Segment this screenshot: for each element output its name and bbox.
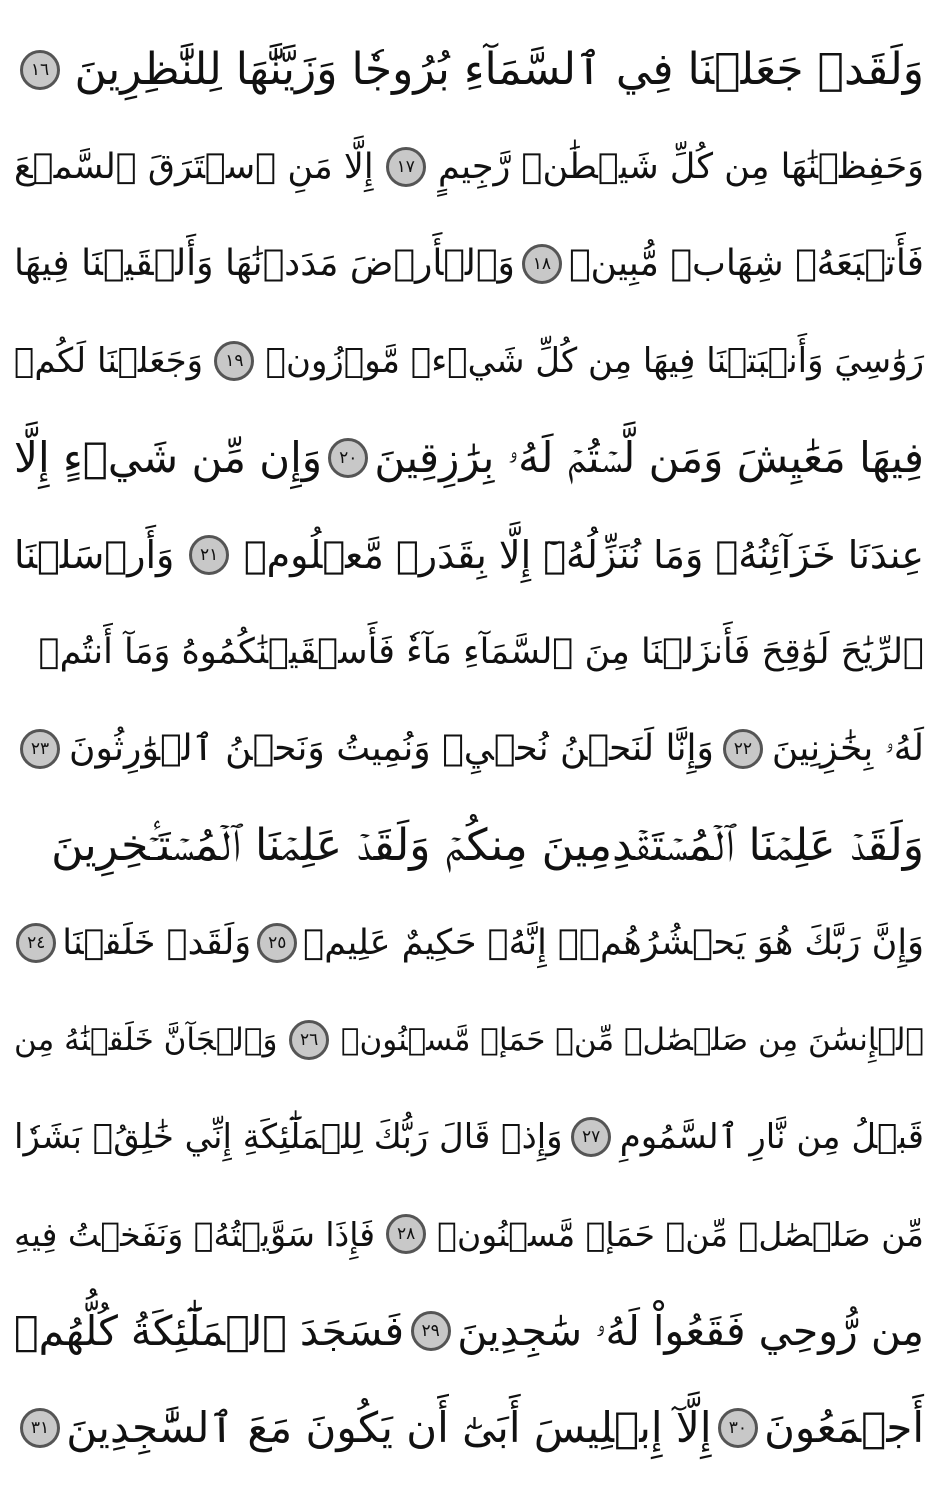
- ayah-number-badge: ٢٨: [386, 1214, 426, 1254]
- verse-line-6: [14, 507, 924, 603]
- verse-line-11: [14, 992, 924, 1088]
- verse-line-4: [14, 313, 924, 409]
- verse-line-1: [14, 22, 924, 118]
- verse-line-5: [14, 410, 924, 506]
- verse-text: إِلَّآ إِبۡلِيسَ أَبَىٰٓ أَن يَكُونَ مَعَ ٱلسَّٰجِدِينَ: [66, 1403, 712, 1452]
- verse-text: وَلَقَدۡ خَلَقۡنَا: [62, 922, 252, 963]
- verse-line-7: [14, 604, 924, 700]
- verse-text: وَلَقَدۡ جَعَلۡنَا فِي ٱلسَّمَآءِ بُرُوجٗا وَزَيَّنَّٰهَا لِلنَّٰظِرِينَ: [74, 44, 924, 95]
- verse-text: وَإِذۡ قَالَ رَبُّكَ لِلۡمَلَٰٓئِكَةِ إِنِّي خَٰلِقُۢ بَشَرٗا: [14, 1117, 563, 1157]
- verse-text: وَأَرۡسَلۡنَا: [14, 533, 175, 577]
- ayah-number-badge: ٣٠: [718, 1408, 758, 1448]
- verse-text: ٱلۡإِنسَٰنَ مِن صَلۡصَٰلٖ مِّنۡ حَمَإٖ مَّسۡنُونٖ: [340, 1021, 924, 1058]
- verse-text: فَسَجَدَ ٱلۡمَلَٰٓئِكَةُ كُلُّهُمۡ: [14, 1306, 405, 1355]
- verse-text: مِن رُّوحِي فَقَعُواْ لَهُۥ سَٰجِدِينَ: [457, 1306, 924, 1355]
- verse-text: وَإِن مِّن شَيۡءٍ إِلَّا: [14, 433, 323, 482]
- verse-text: رَوَٰسِيَ وَأَنۢبَتۡنَا فِيهَا مِن كُلِّ شَيۡءٖ مَّوۡزُونٖ: [265, 341, 924, 381]
- verse-text: وَجَعَلۡنَا لَكُمۡ: [14, 341, 204, 381]
- verse-line-15: [14, 1380, 924, 1476]
- ayah-number-badge: ٢٠: [328, 438, 368, 478]
- ayah-number-badge: ٢٢: [723, 729, 763, 769]
- verse-text: فَإِذَا سَوَّيۡتُهُۥ وَنَفَخۡتُ فِيهِ: [14, 1214, 376, 1254]
- verse-text: قَبۡلُ مِن نَّارِ ٱلسَّمُومِ: [619, 1117, 924, 1157]
- verse-text: إِلَّا مَنِ ٱسۡتَرَقَ ٱلسَّمۡعَ: [14, 146, 374, 187]
- ayah-number-badge: ١٦: [20, 50, 60, 90]
- verse-text: وَٱلۡأَرۡضَ مَدَدۡنَٰهَا وَأَلۡقَيۡنَا فِيهَا: [14, 243, 515, 284]
- verse-line-14: [14, 1283, 924, 1379]
- verse-text: وَٱلۡجَآنَّ خَلَقۡنَٰهُ مِن: [14, 1021, 278, 1058]
- ayah-number-badge: ٣١: [20, 1408, 60, 1448]
- ayah-number-badge: ٢١: [189, 535, 229, 575]
- verse-line-13: [14, 1186, 924, 1282]
- verse-text: فَأَتۡبَعَهُۥ شِهَابٞ مُّبِينٞ: [568, 243, 924, 284]
- verse-text: وَإِنَّ رَبَّكَ هُوَ يَحۡشُرُهُمۡۚ إِنَّهُۥ حَكِيمٌ عَلِيمٞ: [303, 922, 924, 963]
- verse-text: فِيهَا مَعَٰيِشَ وَمَن لَّسۡتُمۡ لَهُۥ بِرَٰزِقِينَ: [374, 433, 924, 482]
- verse-text: وَحَفِظۡنَٰهَا مِن كُلِّ شَيۡطَٰنٖ رَّجِيمٍ: [437, 146, 924, 187]
- ayah-number-badge: ٢٩: [411, 1311, 451, 1351]
- ayah-number-badge: ٢٥: [257, 923, 297, 963]
- ayah-number-badge: ١٩: [214, 341, 254, 381]
- ayah-number-badge: ٢٦: [289, 1020, 329, 1060]
- ayah-number-badge: ٢٤: [16, 923, 56, 963]
- verse-text: ٱلرِّيَٰحَ لَوَٰقِحَ فَأَنزَلۡنَا مِنَ ٱلسَّمَآءِ مَآءٗ فَأَسۡقَيۡنَٰكُمُوهُ وَمَآ أَنتُمۡ: [38, 631, 924, 672]
- verse-line-9: [14, 798, 924, 894]
- verse-line-10: [14, 895, 924, 991]
- verse-text: وَلَقَدۡ عَلِمۡنَا ٱلۡمُسۡتَقۡدِمِينَ مِنكُمۡ وَلَقَدۡ عَلِمۡنَا ٱلۡمُسۡتَـٔۡخِرِينَ: [51, 820, 924, 871]
- verse-text: عِندَنَا خَزَآئِنُهُۥ وَمَا نُنَزِّلُهُۥٓ إِلَّا بِقَدَرٖ مَّعۡلُومٖ: [243, 533, 924, 577]
- verse-text: وَإِنَّا لَنَحۡنُ نُحۡيِۦ وَنُمِيتُ وَنَحۡنُ ٱلۡوَٰرِثُونَ: [69, 728, 714, 769]
- ayah-number-badge: ٢٧: [571, 1117, 611, 1157]
- verse-line-2: [14, 119, 924, 215]
- ayah-number-badge: ١٧: [386, 147, 426, 187]
- ayah-number-badge: ١٨: [522, 244, 562, 284]
- verse-line-3: [14, 216, 924, 312]
- verse-text: لَهُۥ بِخَٰزِنِينَ: [771, 728, 924, 769]
- ayah-number-badge: ٢٣: [20, 729, 60, 769]
- verse-line-12: [14, 1089, 924, 1185]
- verse-text: أَجۡمَعُونَ: [764, 1403, 924, 1452]
- verse-line-8: [14, 701, 924, 797]
- verse-text: مِّن صَلۡصَٰلٖ مِّنۡ حَمَإٖ مَّسۡنُونٖ: [437, 1214, 924, 1254]
